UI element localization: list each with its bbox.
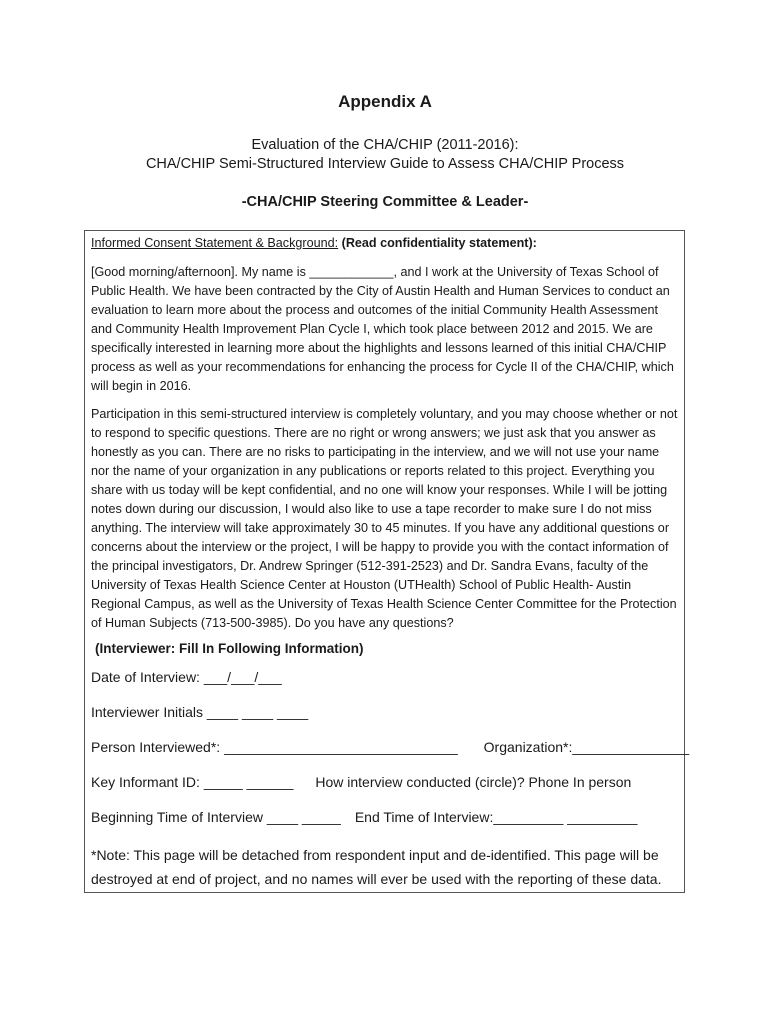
consent-paragraph-intro: [Good morning/afternoon]. My name is ____________, and I work at the University of Texas School of Public Health. We have been contracted by the City of Austin Health and Human Services to conduct an evaluation to learn more about the process and outcomes of the initial Community Health Assessment and Community Health Improvement Plan Cycle I, which took place between 2012 and 2015. We are specifically interested in learning more about the highlights and lessons learned of this initial CHA/CHIP process as well as your recommendations for enhancing the process for Cycle II of the CHA/CHIP, which will begin in 2016.	[91, 265, 674, 393]
evaluation-title-line2: CHA/CHIP Semi-Structured Interview Guide to Assess CHA/CHIP Process	[145, 156, 625, 172]
key-informant-id-field[interactable]: Key Informant ID: _____ ______	[91, 774, 294, 790]
appendix-title: Appendix A	[338, 92, 432, 111]
committee-heading: -CHA/CHIP Steering Committee & Leader-	[241, 194, 529, 210]
consent-heading	[91, 236, 537, 250]
person-interviewed-field[interactable]: Person Interviewed*: ______________________________	[91, 739, 458, 755]
consent-box	[84, 230, 690, 893]
person-organization-row	[91, 739, 689, 755]
key-informant-row	[91, 774, 631, 790]
interviewer-initials-field[interactable]: Interviewer Initials ____ ____ ____	[91, 704, 309, 720]
consent-heading-title: Informed Consent Statement & Background:	[91, 236, 339, 250]
interviewer-section-title: (Interviewer: Fill In Following Information)	[95, 641, 364, 656]
evaluation-title-line1: Evaluation of the CHA/CHIP (2011-2016):	[251, 137, 519, 153]
end-time-field[interactable]: End Time of Interview:_________ _________	[354, 809, 638, 825]
beginning-time-field[interactable]: Beginning Time of Interview ____ _____	[91, 809, 341, 825]
consent-heading-instruction: (Read confidentiality statement):	[341, 236, 537, 250]
consent-paragraph-participation: Participation in this semi-structured interview is completely voluntary, and you may choose whether or not to respond to specific questions. There are no right or wrong answers; we just ask that you answer as honestly as you can. There are no risks to participating in the interview, and we will not use your name nor the name of your organization in any publications or reports related to this project. Everything you share with us today will be kept confidential, and no one will know your responses. While I will be jotting notes down during our discussion, I would also like to use a tape recorder to make sure I do not miss anything. The interview will take approximately 30 to 45 minutes. If you have any additional questions or concerns about the interview or the project, I will be happy to provide you with the contact information of the principal investigators, Dr. Andrew Springer (512-391-2523) and Dr. Sandra Evans, faculty of the University of Texas Health Science Center at Houston (UTHealth) School of Public Health- Austin Regional Campus, as well as the University of Texas Health Science Center Committee for the Protection of Human Subjects (713-500-3985). Do you have any questions?	[91, 407, 678, 630]
interview-method-field[interactable]: How interview conducted (circle)? Phone In person	[315, 774, 632, 790]
date-of-interview-field[interactable]: Date of Interview: ___/___/___	[91, 669, 282, 685]
organization-field[interactable]: Organization*:_______________	[483, 739, 690, 755]
time-row	[91, 809, 637, 825]
de-identification-note: *Note: This page will be detached from respondent input and de-identified. This page will be destroyed at end of project, and no names will ever be used with the reporting of these data.	[91, 847, 662, 887]
